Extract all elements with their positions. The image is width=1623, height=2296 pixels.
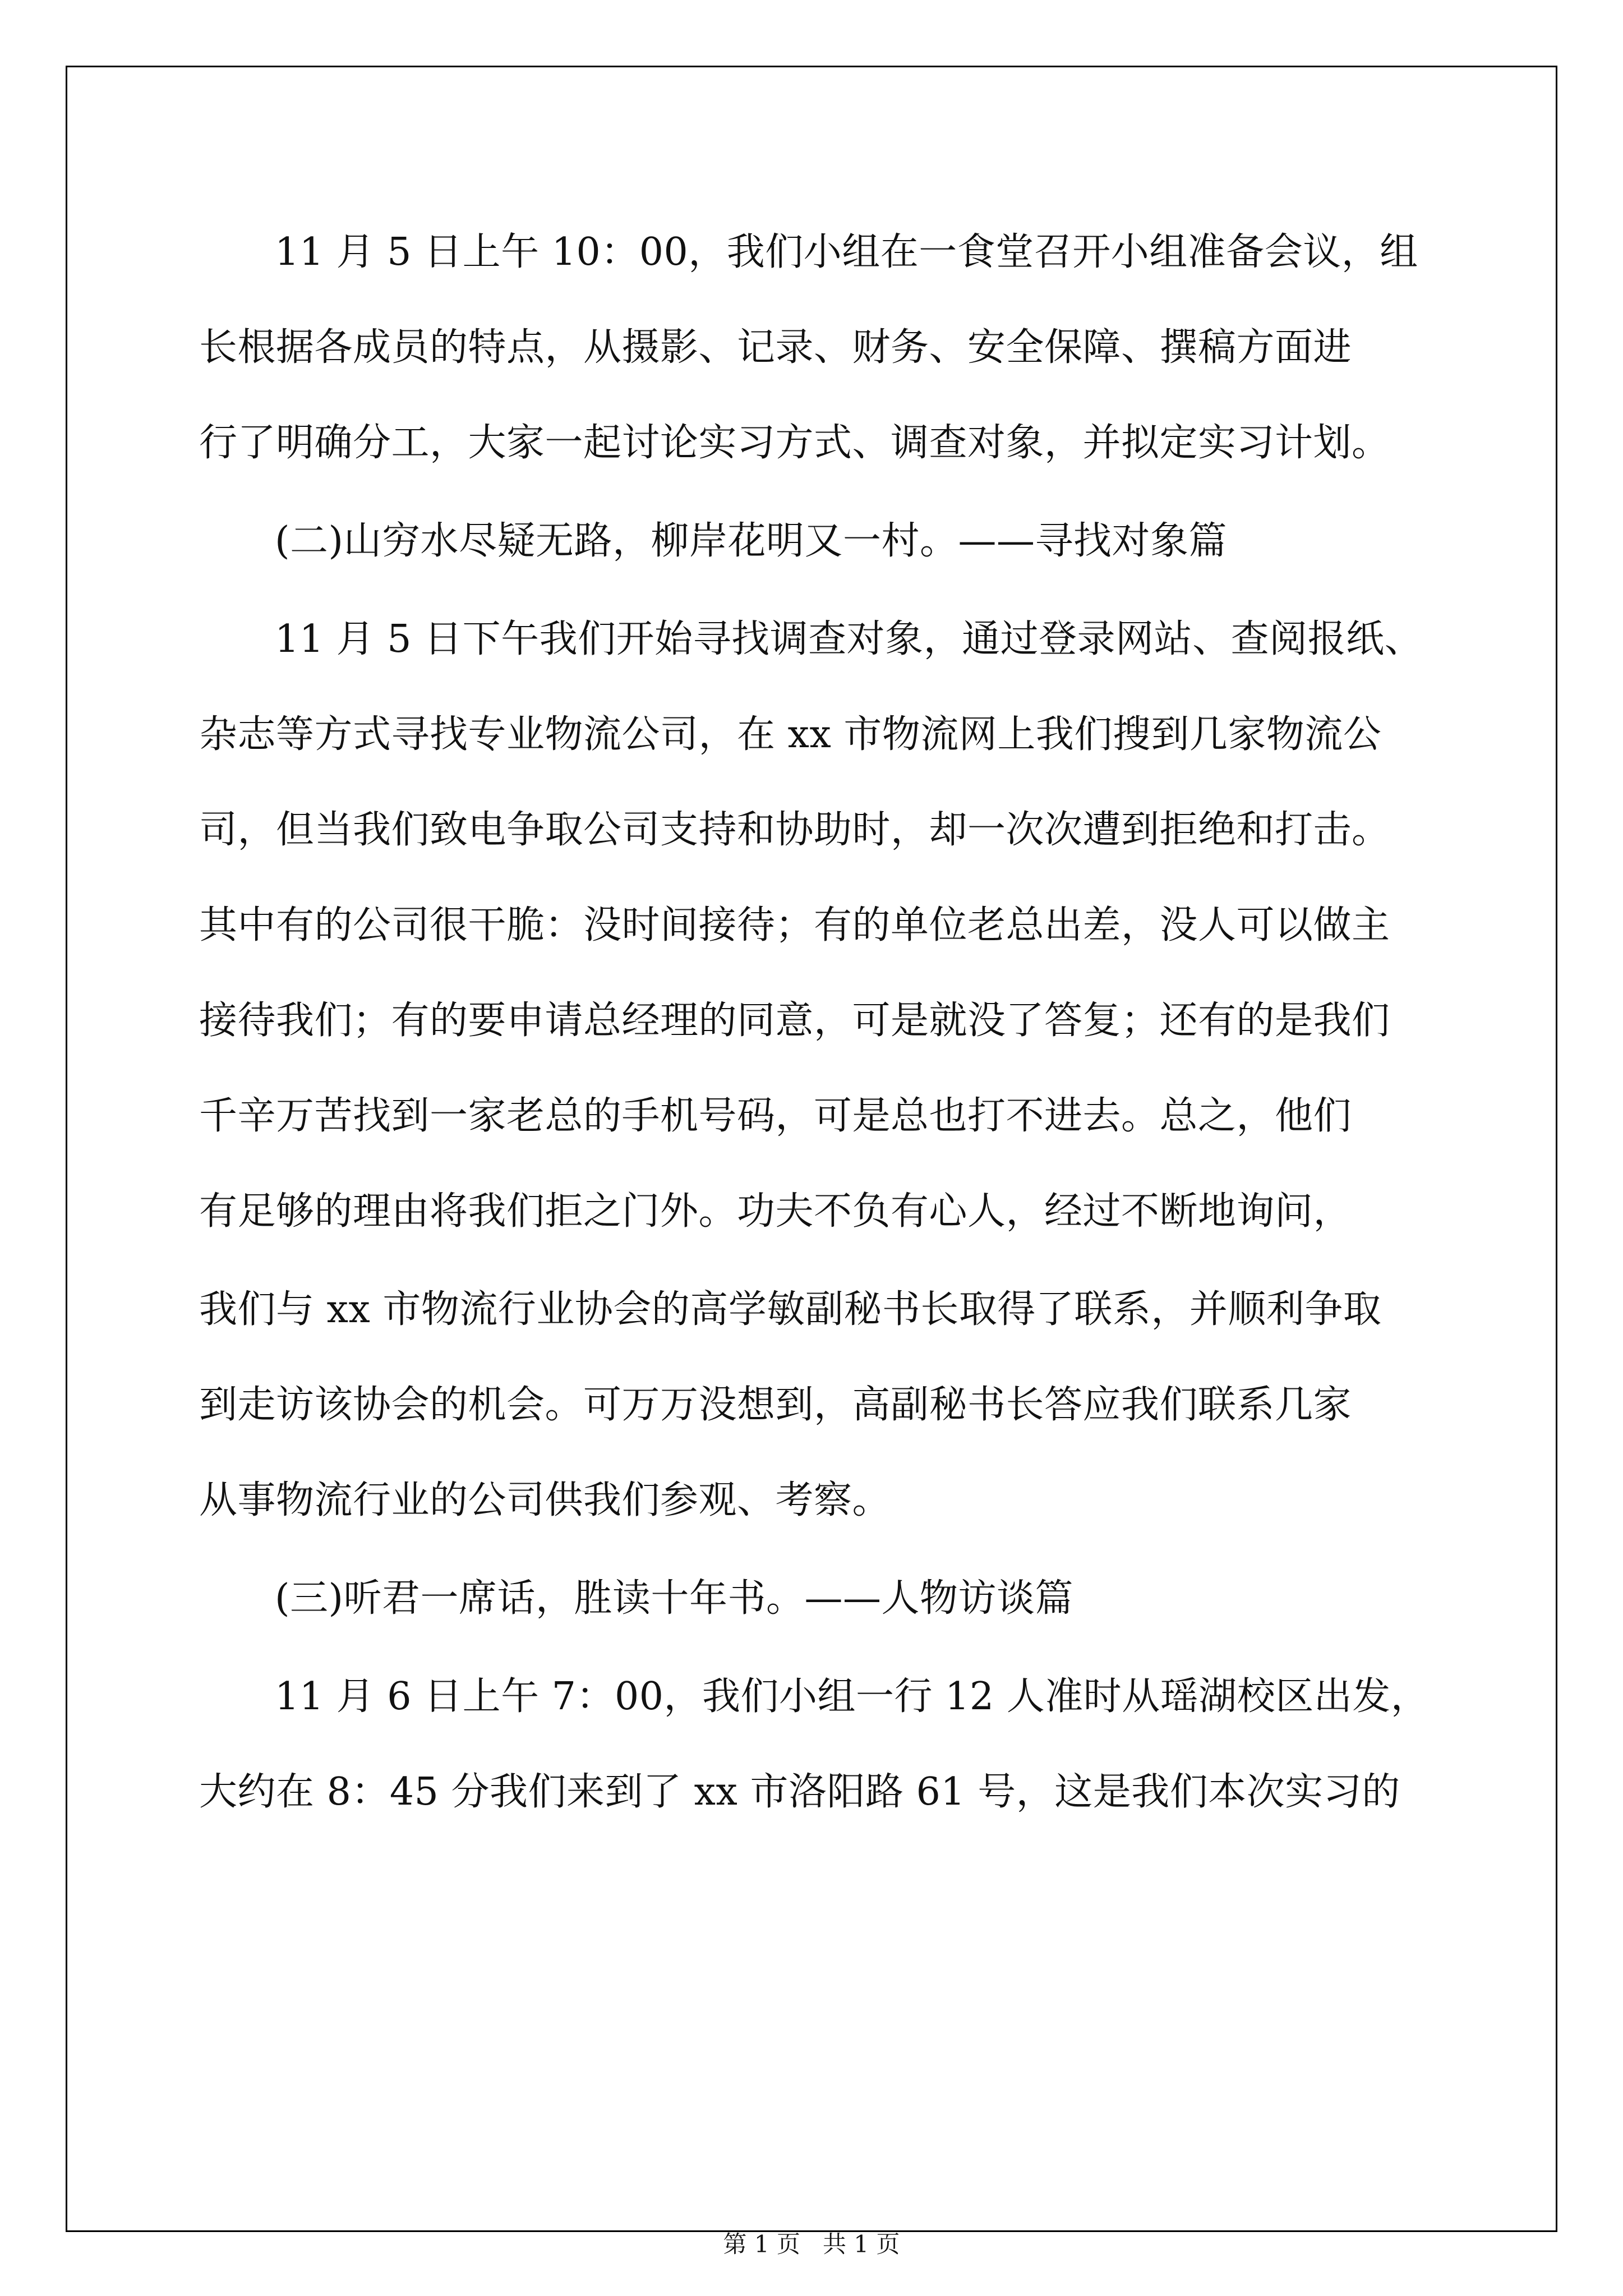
text-line: 从事物流行业的公司供我们参观、考察。 [199,1478,891,1522]
text-line: 长根据各成员的特点，从摄影、记录、财务、安全保障、撰稿方面进 [199,325,1352,370]
text-line: 11 月 6 日上午 7：00，我们小组一行 12 人准时从瑶湖校区出发， [275,1674,1430,1719]
text-line: 11 月 5 日上午 10：00，我们小组在一食堂召开小组准备会议，组 [275,230,1418,274]
text-line: 行了明确分工，大家一起讨论实习方式、调查对象，并拟定实习计划。 [199,421,1390,465]
text-line: 其中有的公司很干脆：没时间接待；有的单位老总出差，没人可以做主 [199,903,1390,947]
page-border [66,66,1557,2232]
text-line: 到走访该协会的机会。可万万没想到，高副秘书长答应我们联系几家 [199,1383,1352,1427]
page-footer: 第 1 页 共 1 页 [723,2230,900,2258]
section-heading: (三)听君一席话，胜读十年书。——人物访谈篇 [275,1576,1074,1621]
section-heading: (二)山穷水尽疑无路，柳岸花明又一村。——寻找对象篇 [275,519,1228,563]
text-line: 杂志等方式寻找专业物流公司，在 xx 市物流网上我们搜到几家物流公 [199,712,1382,757]
text-line: 千辛万苦找到一家老总的手机号码，可是总也打不进去。总之，他们 [199,1094,1352,1138]
text-line: 我们与 xx 市物流行业协会的高学敏副秘书长取得了联系，并顺利争取 [199,1287,1382,1332]
text-line: 接待我们；有的要申请总经理的同意，可是就没了答复；还有的是我们 [199,999,1390,1043]
text-line: 有足够的理由将我们拒之门外。功夫不负有心人，经过不断地询问， [199,1189,1352,1234]
text-line: 司，但当我们致电争取公司支持和协助时，却一次次遭到拒绝和打击。 [199,808,1390,852]
text-line: 大约在 8：45 分我们来到了 xx 市洛阳路 61 号，这是我们本次实习的 [199,1770,1400,1814]
text-line: 11 月 5 日下午我们开始寻找调查对象，通过登录网站、查阅报纸、 [275,617,1423,661]
